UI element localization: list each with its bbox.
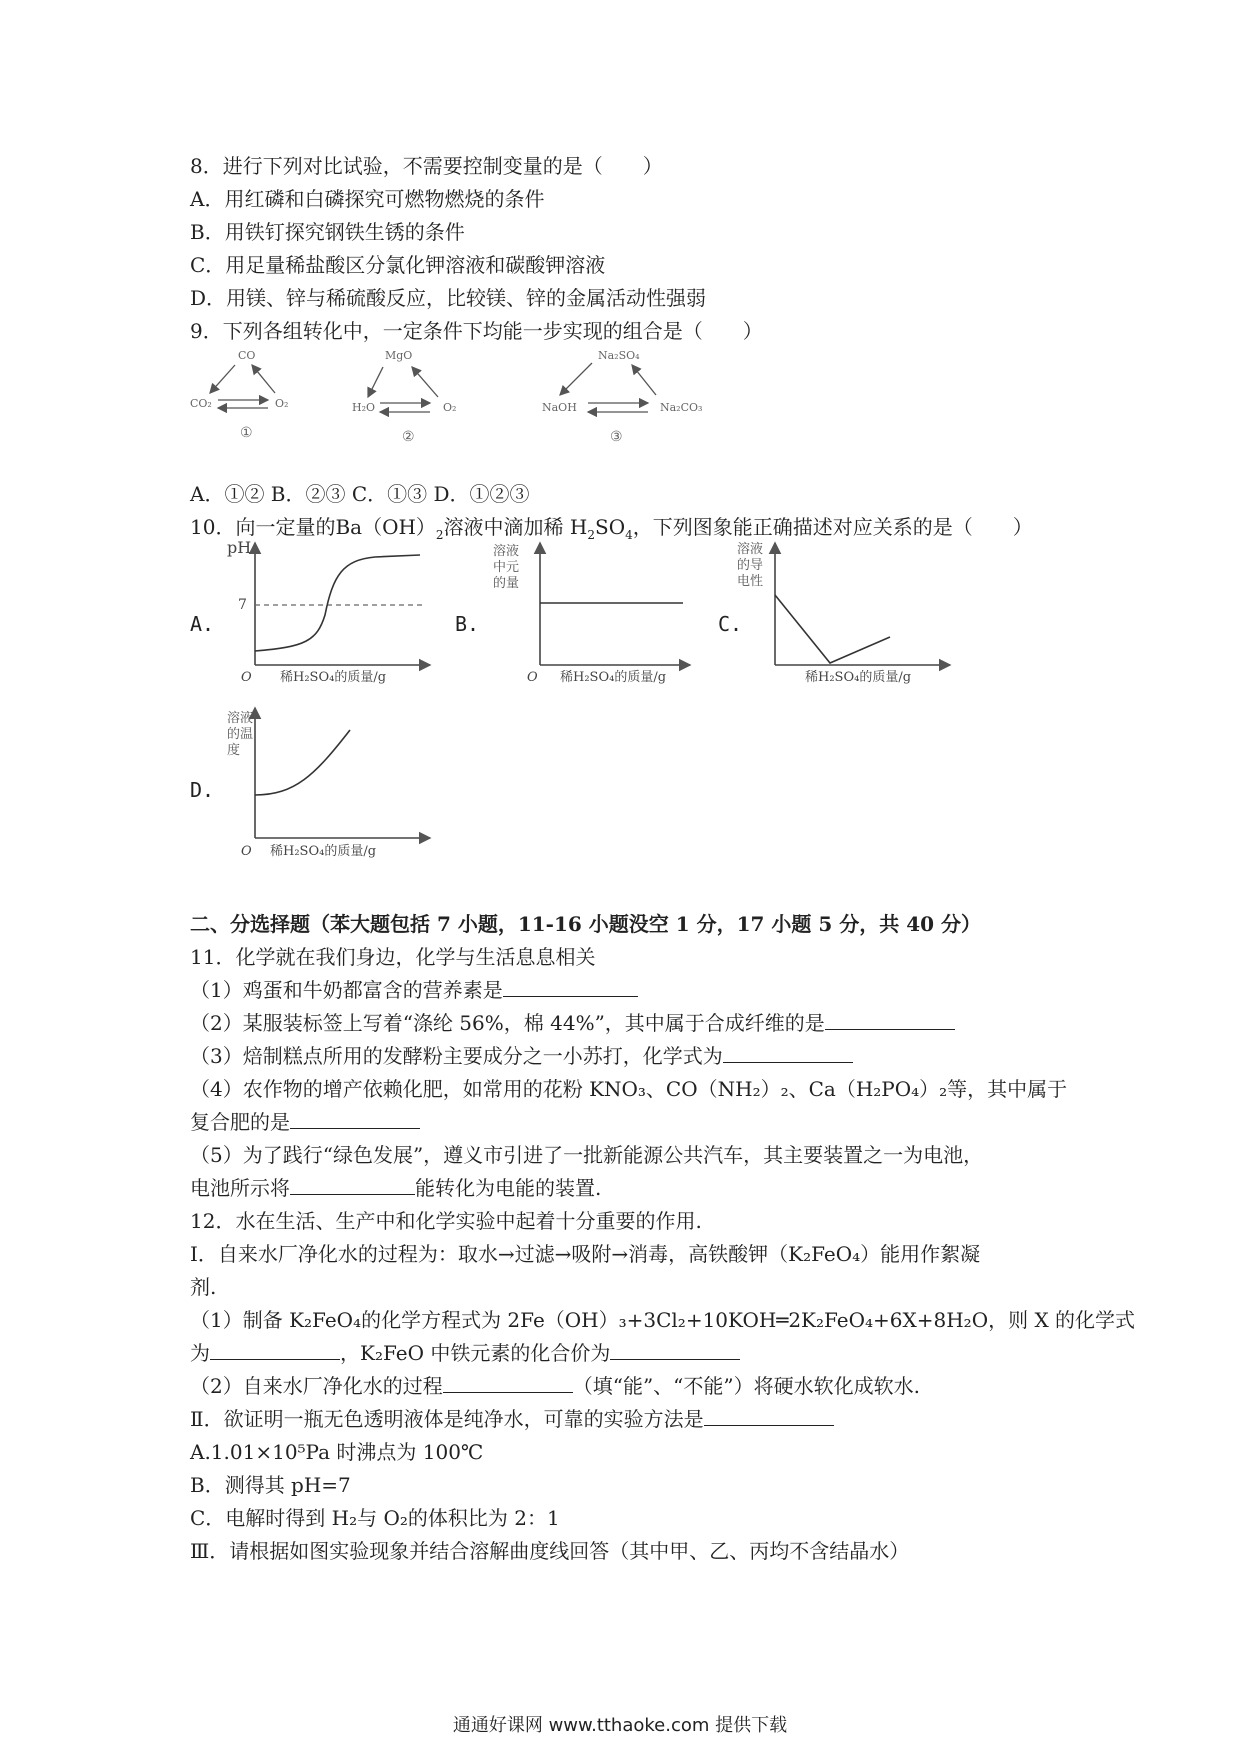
q11-blank-2[interactable]: [825, 1011, 955, 1030]
graph-c-ylabel: 溶液的导电性: [737, 542, 764, 589]
q8-option-b: B．用铁钉探究钢铁生锈的条件: [190, 220, 465, 244]
q8-option-d: D．用镁、锌与稀硫酸反应，比较镁、锌的金属活动性强弱: [190, 286, 707, 310]
q11-part-5b: 电池所示将 能转化为电能的装置.: [190, 1176, 602, 1200]
q11-stem: 11．化学就在我们身边，化学与生活息息相关: [190, 945, 596, 969]
q12-stem: 12．水在生活、生产中和化学实验中起着十分重要的作用.: [190, 1209, 702, 1233]
graph-c-xlabel: 稀H₂SO₄的质量/g: [805, 670, 912, 685]
graph-d: [225, 700, 440, 860]
q11-blank-4[interactable]: [290, 1110, 420, 1129]
diagram-1: [190, 349, 288, 441]
graph-a-ylabel: pH: [227, 538, 252, 557]
diagram-2: [352, 349, 456, 445]
section-2-title: 二、分选择题（苯大题包括 7 小题，11-16 小题没空 1 分，17 小题 5 分，共 40 分）: [190, 912, 982, 936]
q12-sub-2: （2）自来水厂净化水的过程 （填“能”、“不能”）将硬水软化成软水.: [190, 1374, 920, 1398]
q11-part-4a: （4）农作物的增产依赖化肥，如常用的花粉 KNO₃、CO（NH₂）₂、Ca（H₂PO₄）₂等，其中属于: [190, 1077, 1068, 1101]
q10-label-a: A.: [190, 612, 215, 636]
d2-top: MgO: [385, 349, 413, 362]
d1-top: CO: [238, 349, 256, 362]
graph-d-xlabel: 稀H₂SO₄的质量/g: [270, 844, 377, 859]
graph-b-ylabel: 溶液中元的量: [493, 544, 520, 591]
graph-c: [735, 535, 960, 685]
q10-stem: 10．向一定量的$Ba(OH)_2$溶液中滴加稀 $H_2SO_4$，下列图象能正确描述对应关系的是（ ）: [190, 515, 1033, 542]
d3-top: Na₂SO₄: [598, 349, 640, 362]
d1-num: ①: [240, 425, 253, 441]
page-footer: 通通好课网 www.tthaoke.com 提供下载: [452, 1715, 788, 1736]
q12-option-a: A.1.01×10⁵Pa 时沸点为 100℃: [190, 1440, 484, 1464]
q11-blank-3[interactable]: [723, 1044, 853, 1063]
graph-b-xlabel: 稀H₂SO₄的质量/g: [560, 670, 667, 685]
graph-a-tick-7: 7: [238, 597, 247, 613]
q8-option-c: C．用足量稀盐酸区分氯化钾溶液和碳酸钾溶液: [190, 253, 606, 277]
q9-diagrams: [180, 345, 740, 455]
q12-iii: Ⅲ．请根据如图实验现象并结合溶解曲度线回答（其中甲、乙、丙均不含结晶水）: [190, 1539, 910, 1563]
q12-i-line-2: 剂.: [190, 1275, 217, 1299]
q12-sub-1a: （1）制备 K₂FeO₄的化学方程式为 2Fe（OH）₃+3Cl₂+10KOH═2K₂FeO₄+6X+8H₂O，则 X 的化学式: [190, 1308, 1136, 1332]
q11-blank-1[interactable]: [503, 978, 638, 997]
q11-blank-5[interactable]: [290, 1176, 415, 1195]
q10-label-b: B.: [455, 612, 480, 636]
q9-stem: 9．下列各组转化中，一定条件下均能一步实现的组合是（ ）: [190, 319, 763, 343]
d2-num: ②: [402, 429, 415, 445]
q8-option-a: A．用红磷和白磷探究可燃物燃烧的条件: [190, 187, 545, 211]
graph-a: [225, 535, 440, 685]
graph-b-origin: O: [527, 670, 538, 685]
d3-num: ③: [610, 429, 623, 445]
q12-sub-1b: 为 ，K₂FeO 中铁元素的化合价为: [190, 1339, 740, 1367]
q11-part-5a: （5）为了践行“绿色发展”，遵义市引进了一批新能源公共汽车，其主要装置之一为电池，: [190, 1143, 984, 1167]
q11-part-3: （3）焙制糕点所用的发酵粉主要成分之一小苏打，化学式为: [190, 1042, 853, 1070]
q9-options: A．①② B．②③ C．①③ D．①②③: [190, 482, 530, 506]
graph-a-curve: [255, 555, 420, 651]
q12-i-line-1: Ⅰ．自来水厂净化水的过程为：取水→过滤→吸附→消毒，高铁酸钾（K₂FeO₄）能用作絮凝: [190, 1242, 981, 1266]
q8-stem: 8．进行下列对比试验，不需要控制变量的是（ ）: [190, 154, 663, 178]
diagram-3: [542, 349, 702, 445]
q10-label-d: D.: [190, 778, 215, 802]
graph-d-curve: [255, 730, 350, 795]
q12-option-c: C．电解时得到 H₂与 O₂的体积比为 2：1: [190, 1506, 560, 1530]
q12-option-b: B．测得其 pH=7: [190, 1473, 351, 1497]
d2-left: H₂O: [352, 401, 376, 414]
q12-blank-method[interactable]: [704, 1407, 834, 1426]
d1-left: CO₂: [190, 397, 212, 410]
graph-a-xlabel: 稀H₂SO₄的质量/g: [280, 670, 387, 685]
q11-part-2: （2）某服装标签上写着“涤纶 56%，棉 44%”，其中属于合成纤维的是: [190, 1009, 955, 1037]
graph-b: [485, 535, 700, 685]
graph-d-origin: O: [241, 844, 252, 859]
q11-part-4b: 复合肥的是: [190, 1108, 420, 1136]
d2-right: O₂: [443, 401, 457, 414]
q12-blank-valence[interactable]: [610, 1341, 740, 1360]
q12-blank-soften[interactable]: [443, 1374, 573, 1393]
graph-d-ylabel: 溶液的温度: [227, 711, 254, 758]
graph-a-origin: O: [241, 670, 252, 685]
q11-part-1: （1）鸡蛋和牛奶都富含的营养素是: [190, 976, 638, 1004]
d3-right: Na₂CO₃: [660, 401, 703, 414]
q12-blank-x[interactable]: [210, 1341, 340, 1360]
d3-left: NaOH: [542, 401, 577, 414]
q12-ii: Ⅱ．欲证明一瓶无色透明液体是纯净水，可靠的实验方法是: [190, 1405, 834, 1433]
q10-label-c: C.: [718, 612, 743, 636]
d1-right: O₂: [275, 397, 289, 410]
graph-c-line: [775, 595, 890, 663]
